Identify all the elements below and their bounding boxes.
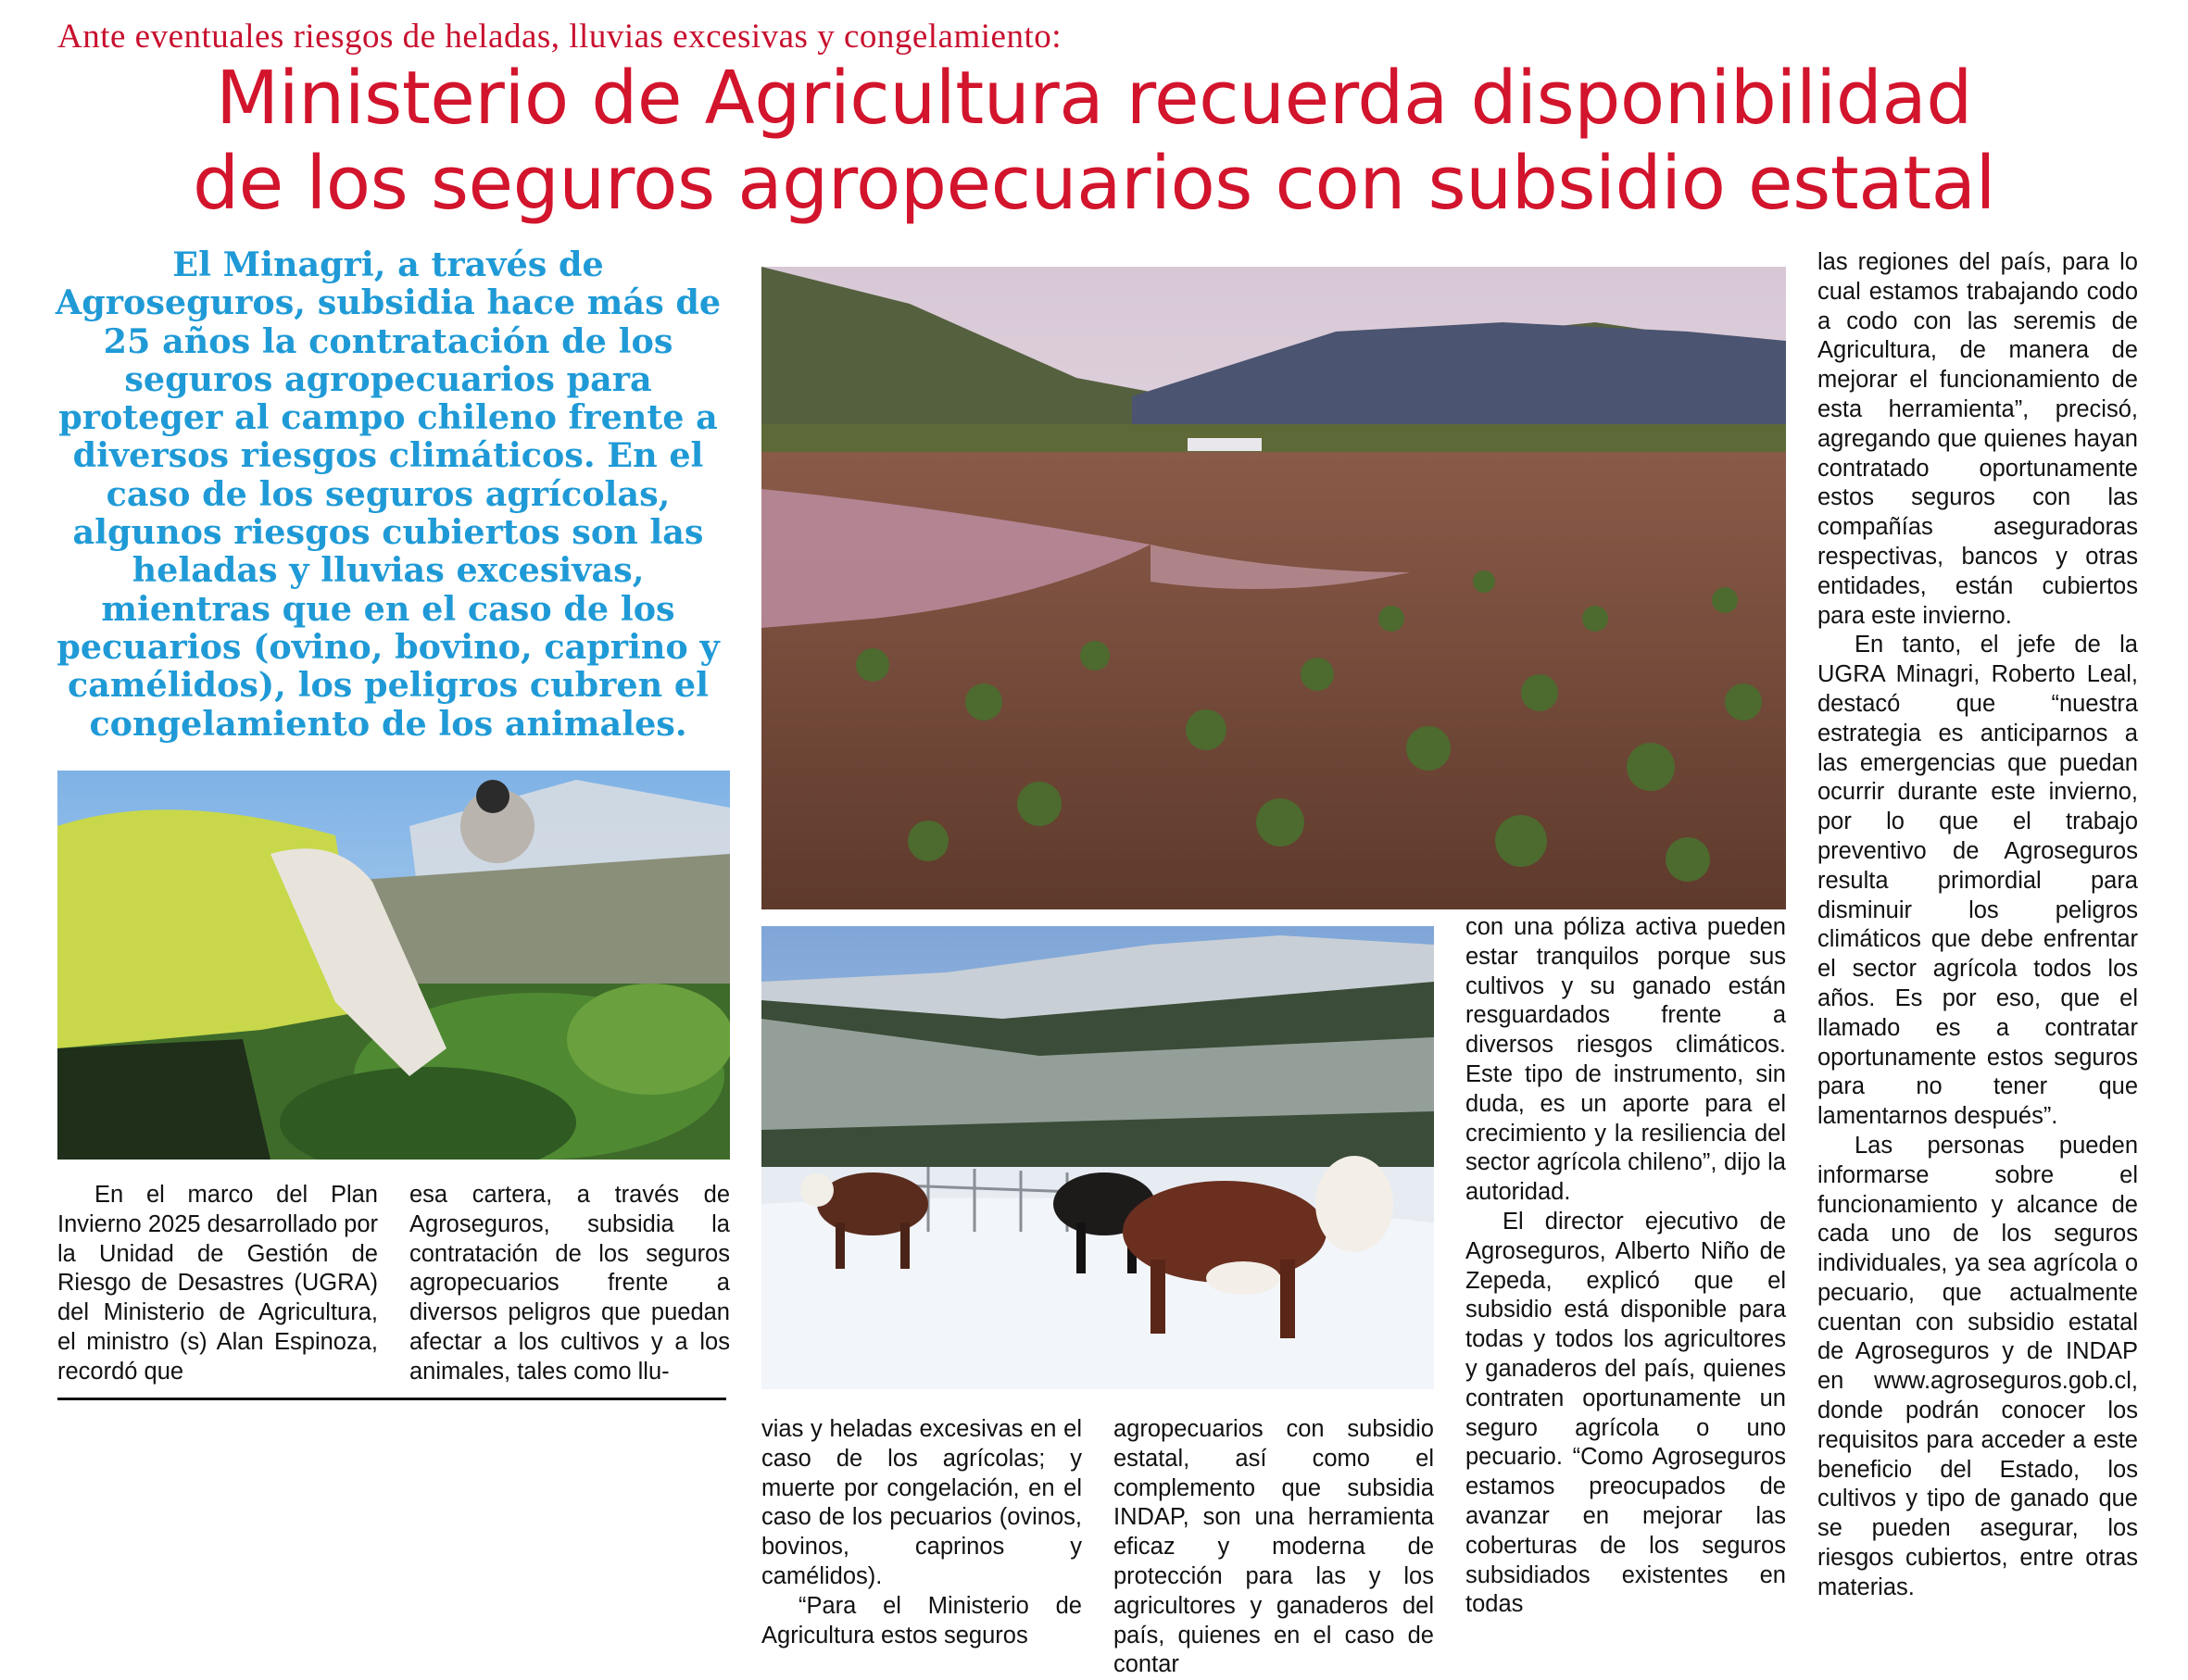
paragraph: “Para el Ministerio de Agricultura estos seguros xyxy=(761,1592,1082,1649)
body-column-1 xyxy=(57,1181,378,1387)
kicker: Ante eventuales riesgos de heladas, lluvias excesivas y congelamiento: xyxy=(57,18,1063,56)
body-column-6 xyxy=(1817,248,2138,1603)
column-rule xyxy=(57,1398,726,1400)
photo-woman-harvesting xyxy=(57,771,730,1160)
body-column-3 xyxy=(761,1415,1082,1650)
paragraph: con una póliza activa pueden estar tranquilos porque sus cultivos y su ganado están resguardados frente a diversos riesgos climáticos. Este tipo de instrumento, sin duda, es un aporte para el crecimiento y la resiliencia del sector agrícola chileno”, dijo la autoridad. xyxy=(1465,914,1786,1206)
body-column-4 xyxy=(1113,1415,1434,1680)
lead-paragraph: El Minagri, a través de Agroseguros, subsidia hace más de 25 años la contratación de los seguros agropecuarios para proteger al campo chileno frente a diversos riesgos climáticos. En el caso de los seguros agrícolas, algunos riesgos cubiertos son las heladas y lluvias excesivas, mientras que en el caso de los pecuarios (ovino, bovino, caprino y camélidos), los peligros cubren el congelamiento de los animales. xyxy=(55,244,722,744)
photo-cattle-in-snow xyxy=(761,926,1434,1389)
paragraph: En el marco del Plan Invierno 2025 desarrollado por la Unidad de Gestión de Riesgo de Desastres (UGRA) del Ministerio de Agricultura, el ministro (s) Alan Espinoza, recordó que xyxy=(57,1182,378,1385)
paragraph: agropecuarios con subsidio estatal, así como el complemento que subsidia INDAP, son una herramienta eficaz y moderna de protección para las y los agricultores y ganaderos del país, quienes en el caso de contar xyxy=(1113,1416,1434,1678)
paragraph: esa cartera, a través de Agroseguros, subsidia la contratación de los seguros agropecuarios frente a diversos peligros que puedan afectar a los cultivos y a los animales, tales como llu- xyxy=(409,1182,730,1385)
paragraph: vias y heladas excesivas en el caso de los agrícolas; y muerte por congelación, en el caso de los pecuarios (ovinos, bovinos, caprinos y camélidos). xyxy=(761,1416,1082,1589)
headline-line-2: de los seguros agropecuarios con subsidio estatal xyxy=(192,141,1996,226)
paragraph: las regiones del país, para lo cual estamos trabajando codo a codo con las seremis de Agricultura, de manera de mejorar el funcionamiento de esta herramienta”, precisó, agregando que quienes hayan contratado oportunamente estos seguros con las compañías aseguradoras respectivas, bancos y otras entidades, están cubiertos para este invierno. xyxy=(1817,249,2138,629)
body-column-2 xyxy=(409,1181,730,1387)
paragraph: Las personas pueden informarse sobre el funcionamiento y alcance de cada uno de los seguros individuales, ya sea agrícola o pecuario, que actualmente cuentan con subsidio estatal de Agroseguros y de INDAP en www.agroseguros.gob.cl, donde podrán conocer los requisitos para acceder a este beneficio del Estado, los cultivos y tipo de ganado que se pueden asegurar, los riesgos cubiertos, entre otras materias. xyxy=(1817,1132,2138,1600)
paragraph: El director ejecutivo de Agroseguros, Alberto Niño de Zepeda, explicó que el subsidio está disponible para todas y todos los agricultores y ganaderos del país, quienes contraten oportunamente un seguro agrícola o uno pecuario. “Como Agroseguros estamos preocupados de avanzar en mejorar las coberturas de los seguros subsidiados existentes en todas xyxy=(1465,1208,1786,1618)
photo-flooded-field xyxy=(761,267,1786,909)
headline-line-1: Ministerio de Agricultura recuerda disponibilidad xyxy=(216,56,1972,141)
paragraph: En tanto, el jefe de la UGRA Minagri, Roberto Leal, destacó que “nuestra estrategia es anticiparnos a las emergencias que puedan ocurrir durante este invierno, por lo que el trabajo preventivo de Agroseguros resulta primordial para disminuir los peligros climáticos que debe enfrentar el sector agrícola todos los años. Es por eso, que el llamado es a contratar oportunamente estos seguros para no tener que lamentarnos después”. xyxy=(1817,632,2138,1130)
body-column-5 xyxy=(1465,913,1786,1620)
